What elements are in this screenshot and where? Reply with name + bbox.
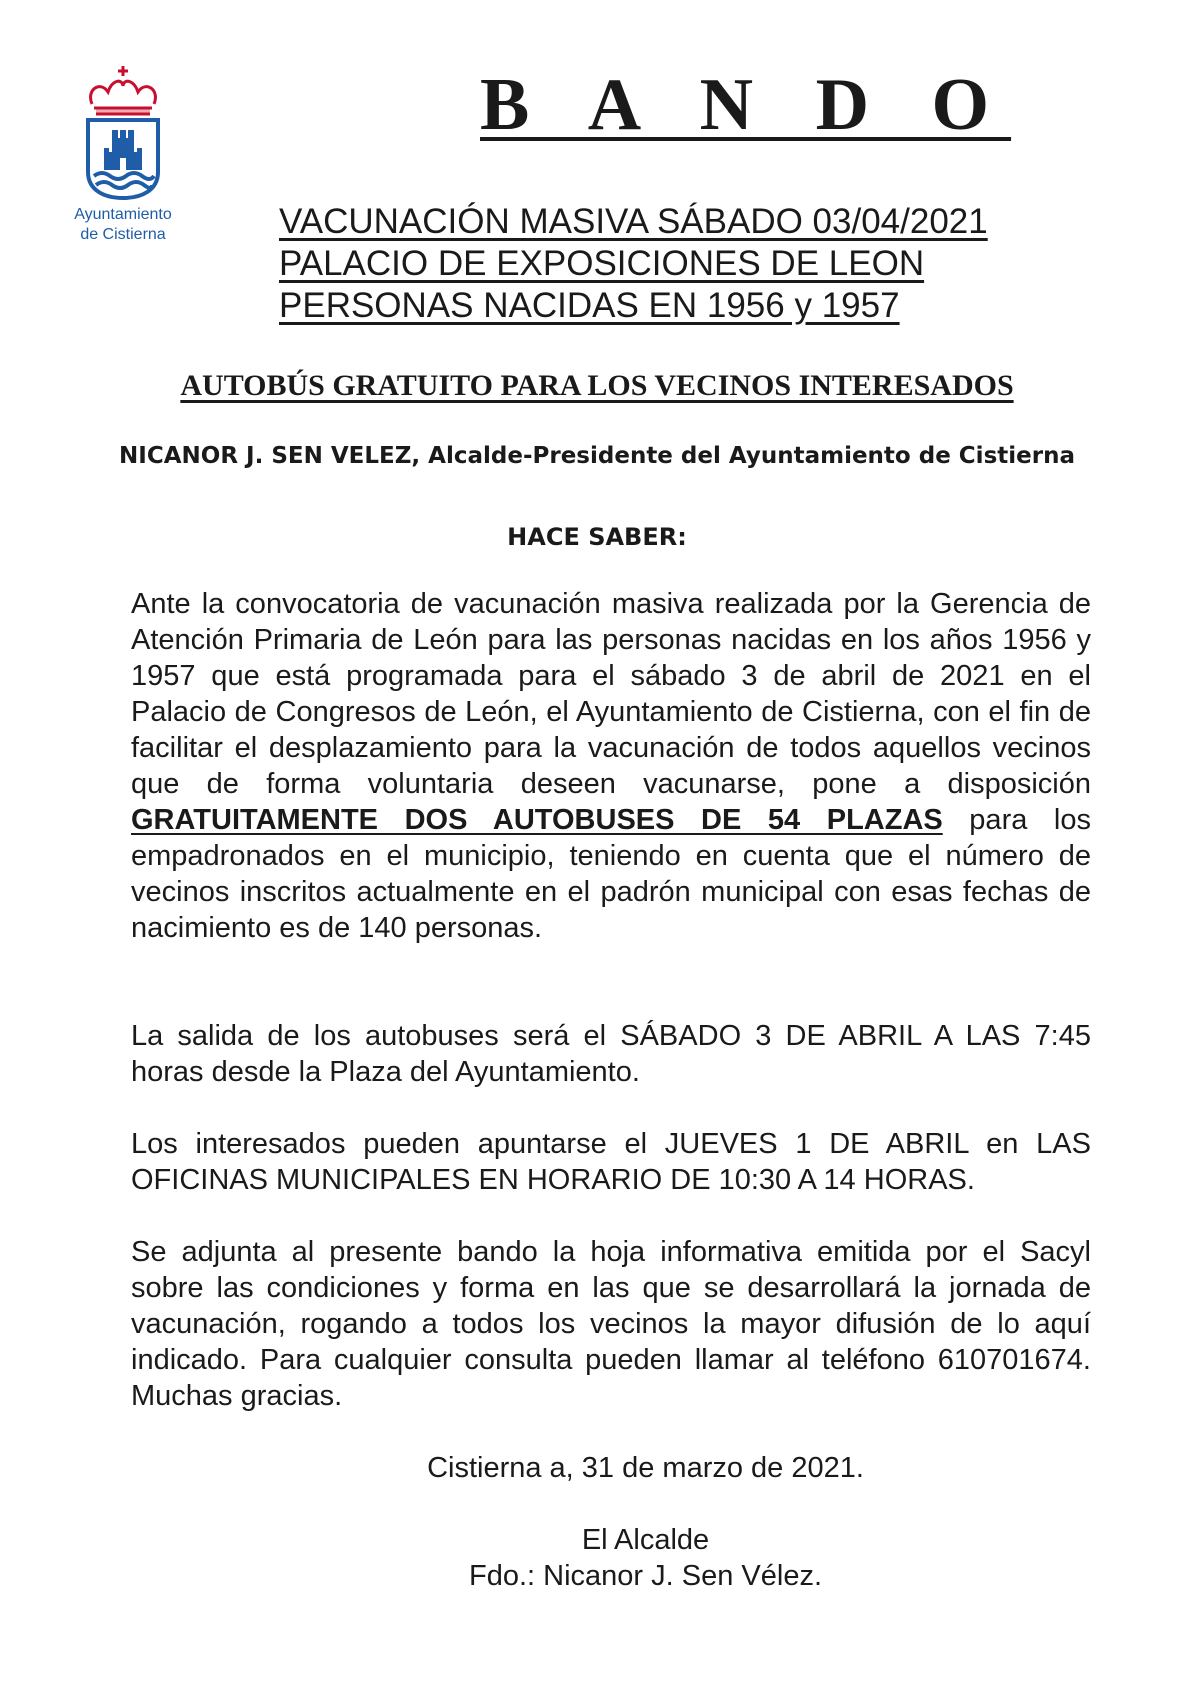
logo-caption-line1: Ayuntamiento <box>74 206 172 223</box>
headline-line-2: PALACIO DE EXPOSICIONES DE LEON <box>279 244 925 283</box>
p1-intro-text: Ante la convocatoria de vacunación masiva realizada por la Gerencia de Atención Primaria de León para las personas nacidas en los años 1956 y 1957 que está programada para el sábado 3 de abril de 2021 en el Palacio de Congresos de León, el Ayuntamiento de Cistierna, con el fin de facilitar el desplazamiento para la vacunación de todos aquellos vecinos que de forma voluntaria deseen vacunarse, pone a disposición <box>131 588 1091 800</box>
headline-line-3: PERSONAS NACIDAS EN 1956 y 1957 <box>279 286 900 325</box>
p1-outro-text: para los empadronados en el municipio, teniendo en cuenta que el número de vecinos inscritos actualmente en el padrón municipal con esas fechas de nacimiento es de 140 personas. <box>131 804 1091 944</box>
body-paragraph-4: Se adjunta al presente bando la hoja informativa emitida por el Sacyl sobre las condiciones y forma en las que se desarrollará la jornada de vacunación, rogando a todos los vecinos la mayor difusión de lo aquí indicado. Para cualquier consulta pueden llamar al teléfono 610701674. Muchas gracias. <box>131 1236 1091 1412</box>
headline-line-1: VACUNACIÓN MASIVA SÁBADO 03/04/2021 <box>279 202 988 241</box>
coat-of-arms-icon <box>78 64 168 204</box>
place-and-date: Cistierna a, 31 de marzo de 2021. <box>427 1452 864 1484</box>
issuer-line: NICANOR J. SEN VELEZ, Alcalde-Presidente del Ayuntamiento de Cistierna <box>119 443 1075 469</box>
document-title: B A N D O <box>480 64 1012 146</box>
p1-highlight: GRATUITAMENTE DOS AUTOBUSES DE 54 PLAZAS <box>131 804 943 836</box>
subtitle: AUTOBÚS GRATUITO PARA LOS VECINOS INTERESADOS <box>180 369 1014 402</box>
body-paragraph-3: Los interesados pueden apuntarse el JUEVES 1 DE ABRIL en LAS OFICINAS MUNICIPALES EN HORARIO DE 10:30 A 14 HORAS. <box>131 1128 1091 1196</box>
signer-title: El Alcalde <box>581 1524 710 1556</box>
hace-saber-heading: HACE SABER: <box>507 523 687 551</box>
logo-caption-line2: de Cistierna <box>80 226 166 243</box>
municipal-logo <box>58 64 188 254</box>
body-paragraph-1 <box>131 586 1091 946</box>
signature-line: Fdo.: Nicanor J. Sen Vélez. <box>469 1560 822 1592</box>
body-paragraph-2: La salida de los autobuses será el SÁBADO 3 DE ABRIL A LAS 7:45 horas desde la Plaza del Ayuntamiento. <box>131 1020 1091 1088</box>
